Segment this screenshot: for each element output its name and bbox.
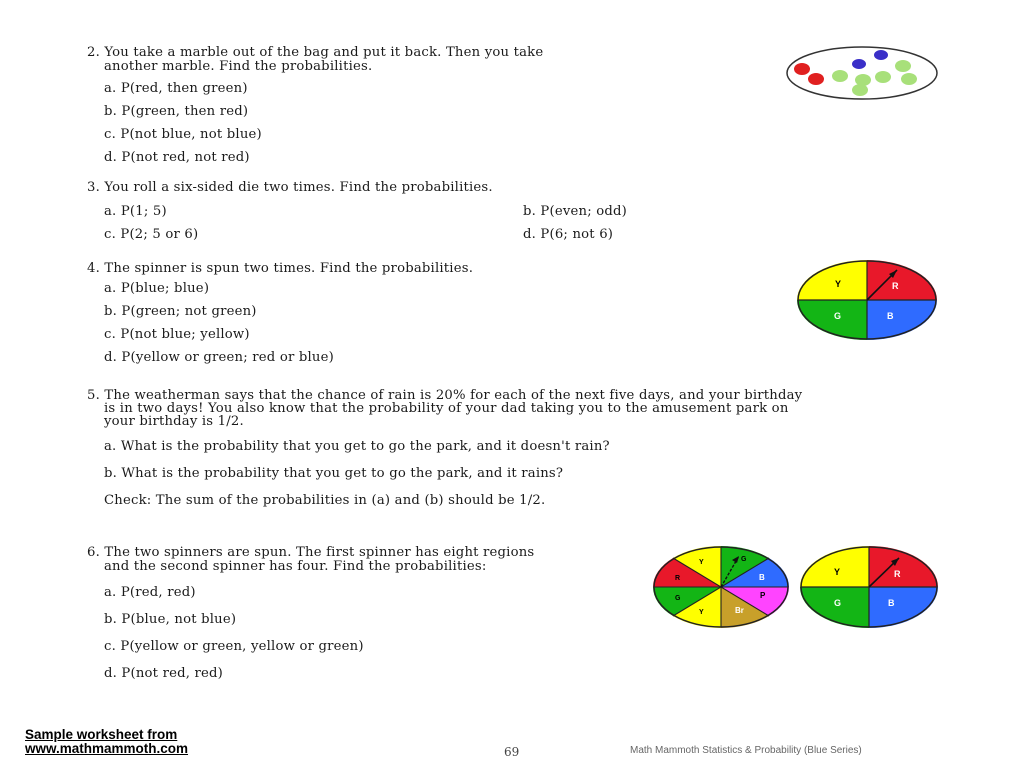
spinner1-label-p: P [760, 591, 766, 600]
q6-part-b: b. P(blue, not blue) [104, 612, 237, 627]
spinner-label-b: B [887, 311, 894, 321]
q6-stem-line1: 6. The two spinners are spun. The first spinner has eight regions [87, 545, 535, 560]
q2-part-c: c. P(not blue, not blue) [104, 127, 262, 142]
q3-part-a: a. P(1; 5) [104, 204, 167, 219]
q5-stem-line3: your birthday is 1/2. [104, 414, 244, 429]
spinner1-label-br: Br [735, 606, 744, 615]
marble-blue [874, 50, 888, 60]
spinner1-label-g-left: G [675, 595, 681, 602]
q4-part-c: c. P(not blue; yellow) [104, 327, 250, 342]
marble-bag-illustration [784, 44, 940, 102]
marble-green [832, 70, 848, 82]
spinner1-label-y-top: Y [699, 559, 704, 566]
q5-part-b: b. What is the probability that you get to go the park, and it rains? [104, 466, 564, 481]
spinner1-label-g-top: G [741, 556, 747, 563]
q4-four-region-spinner [797, 260, 937, 340]
spinner2-label-r: R [894, 569, 901, 579]
spinner-label-y: Y [835, 279, 842, 289]
marble-green [895, 60, 911, 72]
q4-stem: 4. The spinner is spun two times. Find the probabilities. [87, 261, 474, 276]
marble-red [794, 63, 810, 75]
marble-green [855, 74, 871, 86]
footer-website-link[interactable]: www.mathmammoth.com [25, 741, 189, 756]
q4-part-b: b. P(green; not green) [104, 304, 257, 319]
q3-part-d: d. P(6; not 6) [523, 227, 614, 242]
series-title: Math Mammoth Statistics & Probability (Blue Series) [630, 745, 862, 756]
q2-part-b: b. P(green, then red) [104, 104, 249, 119]
q4-part-d: d. P(yellow or green; red or blue) [104, 350, 334, 365]
footer-sample-line1: Sample worksheet from [25, 727, 178, 742]
marble-blue [852, 59, 866, 69]
spinner1-label-r-left: R [675, 575, 681, 582]
q5-stem-line2: is in two days! You also know that the probability of your dad taking you to the amusement park on [104, 401, 789, 416]
q2-part-d: d. P(not red, not red) [104, 150, 250, 165]
q6-eight-region-spinner [653, 546, 789, 628]
q6-four-region-spinner [800, 546, 938, 628]
spinner1-label-b: B [759, 573, 765, 582]
marble-green [901, 73, 917, 85]
q6-part-d: d. P(not red, red) [104, 666, 223, 681]
q3-part-b: b. P(even; odd) [523, 204, 627, 219]
page-number: 69 [504, 745, 520, 759]
q6-part-c: c. P(yellow or green, yellow or green) [104, 639, 364, 654]
spinner2-label-g: G [834, 598, 842, 608]
q6-stem-line2: and the second spinner has four. Find the probabilities: [104, 559, 487, 574]
q3-stem: 3. You roll a six-sided die two times. Find the probabilities. [87, 180, 493, 195]
marble-green [875, 71, 891, 83]
q5-stem-line1: 5. The weatherman says that the chance of rain is 20% for each of the next five days, and your birthday [87, 388, 803, 403]
q6-part-a: a. P(red, red) [104, 585, 196, 600]
spinner-label-r: R [892, 281, 899, 291]
q5-part-a: a. What is the probability that you get to go the park, and it doesn't rain? [104, 439, 610, 454]
q2-stem-line1: 2. You take a marble out of the bag and put it back. Then you take [87, 45, 544, 60]
marble-red [808, 73, 824, 85]
marble-green [852, 84, 868, 96]
q2-part-a: a. P(red, then green) [104, 81, 248, 96]
q4-part-a: a. P(blue; blue) [104, 281, 210, 296]
q5-check: Check: The sum of the probabilities in (a) and (b) should be 1/2. [104, 493, 546, 508]
spinner1-label-y-bottom: Y [699, 609, 704, 616]
q2-stem-line2: another marble. Find the probabilities. [104, 59, 373, 74]
spinner2-label-b: B [888, 598, 895, 608]
spinner2-label-y: Y [834, 567, 841, 577]
spinner-label-g: G [834, 311, 842, 321]
q3-part-c: c. P(2; 5 or 6) [104, 227, 199, 242]
